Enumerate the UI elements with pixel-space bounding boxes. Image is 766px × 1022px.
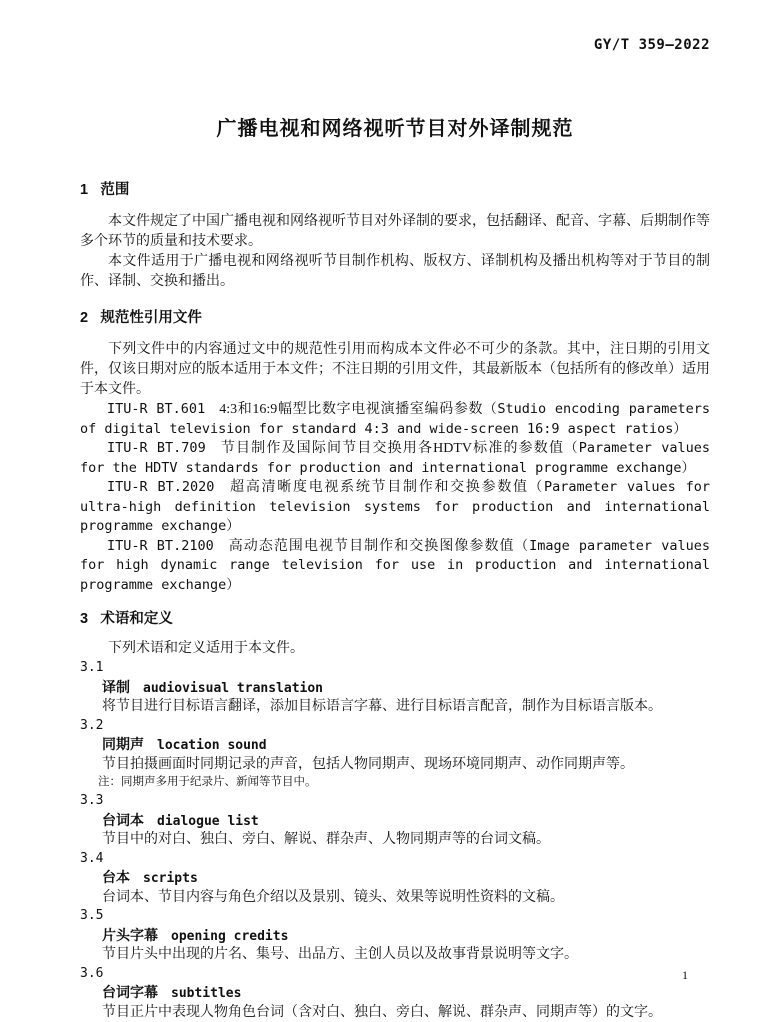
doc-number: GY/T 359—2022 (80, 36, 710, 54)
term-3-6 (80, 965, 710, 1022)
reference-item-bt2100 (80, 537, 710, 596)
term-english: subtitles (171, 986, 241, 1001)
scope-paragraph-1: 本文件规定了中国广播电视和网络视听节目对外译制的要求，包括翻译、配音、字幕、后期制作等多个环节的质量和技术要求。 (80, 212, 710, 252)
term-english: scripts (143, 871, 198, 886)
term-name: 台本 (102, 869, 130, 885)
term-definition: 台词本、节目内容与角色介绍以及景别、镜头、效果等说明性资料的文稿。 (80, 889, 710, 908)
term-english: dialogue list (157, 814, 259, 829)
term-number: 3.6 (80, 965, 710, 984)
term-line (80, 811, 710, 832)
term-english: location sound (157, 738, 267, 753)
section-1-heading (80, 180, 710, 200)
term-3-4 (80, 850, 710, 908)
term-name: 台词本 (102, 812, 144, 828)
section-3-number: 3 (80, 611, 88, 627)
term-english: audiovisual translation (143, 681, 323, 696)
reference-code: ITU-R BT.2100 (107, 538, 214, 554)
term-number: 3.4 (80, 850, 710, 869)
page-number: 1 (682, 968, 688, 982)
section-1-title: 范围 (100, 182, 129, 198)
section-3-heading (80, 609, 710, 629)
term-name: 片头字幕 (102, 927, 158, 943)
term-number: 3.3 (80, 792, 710, 811)
reference-title-zh: 高动态范围电视节目制作和交换图像参数值 (228, 539, 515, 554)
term-name: 译制 (102, 679, 130, 695)
term-definition: 节目拍摄画面时同期记录的声音，包括人物同期声、现场环境同期声、动作同期声等。 (80, 756, 710, 775)
term-line (80, 926, 710, 947)
reference-title-zh: 超高清晰度电视系统节目制作和交换参数值 (228, 480, 528, 495)
reference-code: ITU-R BT.601 (107, 401, 205, 417)
term-number: 3.2 (80, 717, 710, 736)
reference-title-zh: 4:3和16:9幅型比数字电视演播室编码参数 (219, 402, 483, 417)
term-definition: 节目片头中出现的片名、集号、出品方、主创人员以及故事背景说明等文字。 (80, 946, 710, 965)
reference-item-bt2020 (80, 478, 710, 537)
section-2-title: 规范性引用文件 (100, 310, 202, 326)
term-number: 3.1 (80, 659, 710, 678)
term-3-3 (80, 792, 710, 850)
scope-paragraph-2: 本文件适用于广播电视和网络视听节目制作机构、版权方、译制机构及播出机构等对于节目的制作、译制、交换和播出。 (80, 252, 710, 292)
term-name: 同期声 (102, 736, 144, 752)
term-name: 台词字幕 (102, 984, 158, 1000)
term-3-1 (80, 659, 710, 717)
terms-intro: 下列术语和定义适用于本文件。 (80, 639, 710, 659)
reference-title-en: （Parameter values for ultra-high definition television systems for production and international programme exchange） (80, 479, 710, 534)
reference-title-en: （Image parameter values for high dynamic range television for use in production and international programme exchange） (80, 538, 710, 593)
reference-title-zh: 节目制作及国际间节目交换用各HDTV标准的参数值 (220, 441, 564, 456)
term-definition: 节目中的对白、独白、旁白、解说、群杂声、人物同期声等的台词文稿。 (80, 831, 710, 850)
reference-title-en: （Studio encoding parameters of digital television for standard 4:3 and wide-screen 16:9 aspect ratios） (80, 401, 710, 437)
reference-item-bt601 (80, 400, 710, 439)
term-line (80, 678, 710, 699)
section-3-title: 术语和定义 (100, 611, 173, 627)
term-line (80, 983, 710, 1004)
term-definition: 将节目进行目标语言翻译，添加目标语言字幕、进行目标语言配音，制作为目标语言版本。 (80, 698, 710, 717)
section-2-heading (80, 308, 710, 328)
doc-title: 广播电视和网络视听节目对外译制规范 (80, 116, 710, 142)
term-note: 注：同期声多用于纪录片、新闻等节目中。 (80, 775, 710, 790)
normative-refs-intro: 下列文件中的内容通过文中的规范性引用而构成本文件必不可少的条款。其中，注日期的引用文件，仅该日期对应的版本适用于本文件；不注日期的引用文件，其最新版本（包括所有的修改单）适用于本文件。 (80, 340, 710, 400)
reference-item-bt709 (80, 439, 710, 478)
term-english: opening credits (171, 929, 288, 944)
reference-title-en: （Parameter values for the HDTV standards for production and international programme exchange） (80, 440, 710, 476)
section-1-number: 1 (80, 182, 88, 198)
term-line (80, 735, 710, 756)
term-3-5 (80, 907, 710, 965)
term-line (80, 868, 710, 889)
term-number: 3.5 (80, 907, 710, 926)
reference-code: ITU-R BT.2020 (107, 479, 214, 495)
term-definition: 节目正片中表现人物角色台词（含对白、独白、旁白、解说、群杂声、同期声等）的文字。 (80, 1004, 710, 1022)
terms-list (80, 659, 710, 1022)
section-2-number: 2 (80, 310, 88, 326)
term-3-2 (80, 717, 710, 791)
reference-code: ITU-R BT.709 (107, 440, 206, 456)
